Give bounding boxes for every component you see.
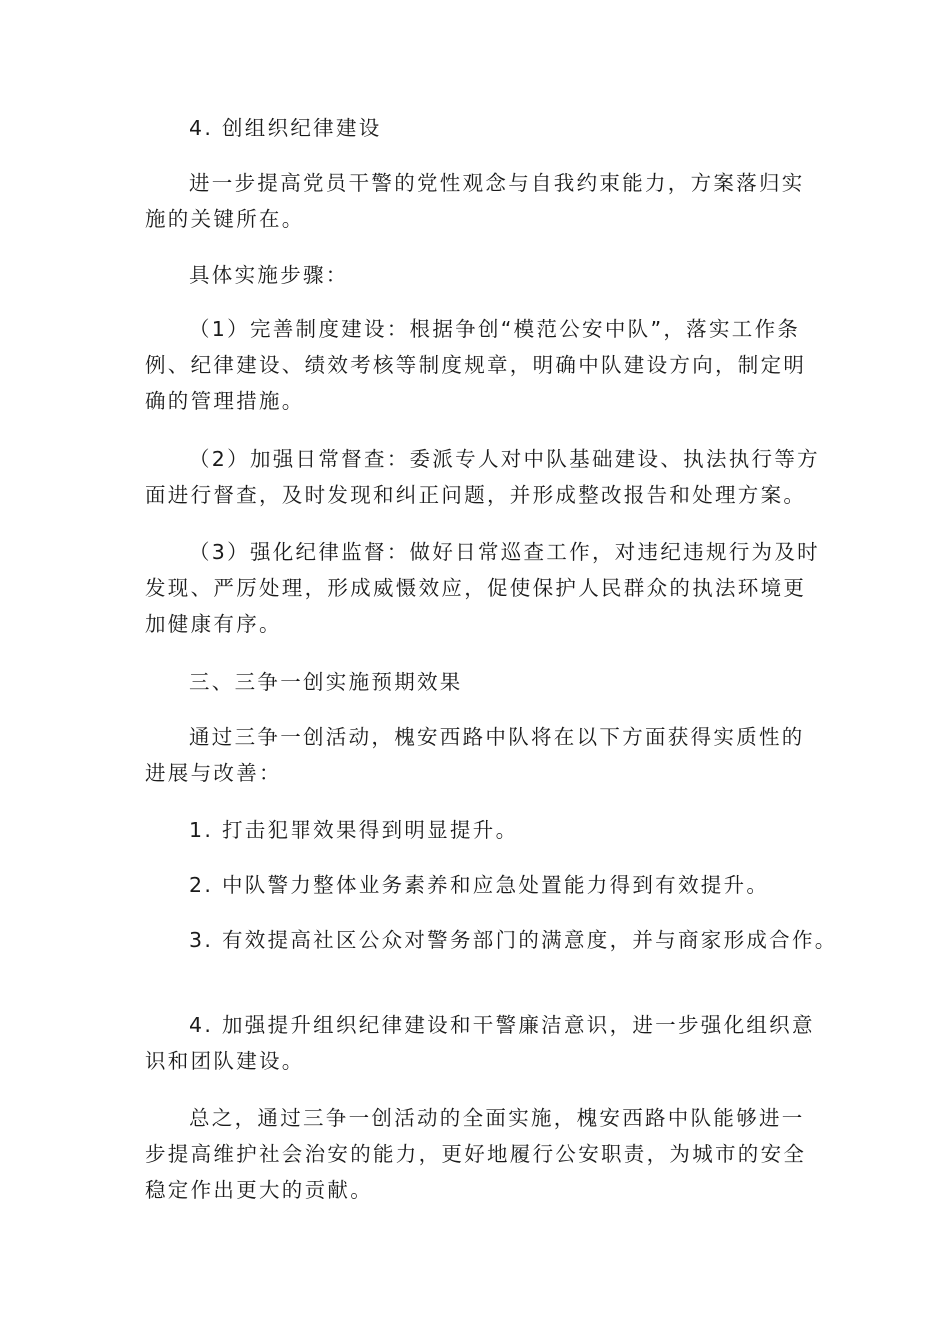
paragraph-org-heading [145, 113, 825, 144]
text-line: 步提高维护社会治安的能力，更好地履行公安职责，为城市的安全 [145, 1142, 807, 1166]
text-line: 进展与改善： [145, 761, 282, 785]
paragraph-effect-2 [145, 870, 825, 901]
text-line: 具体实施步骤： [189, 263, 349, 287]
paragraph-effect-4 [145, 1010, 825, 1077]
text-line: （3）强化纪律监督：做好日常巡查工作，对违纪违规行为及时 [189, 540, 820, 564]
text-line: 稳定作出更大的贡献。 [145, 1178, 373, 1202]
text-line: 通过三争一创活动，槐安西路中队将在以下方面获得实质性的 [189, 725, 805, 749]
paragraph-effect-3 [145, 925, 838, 956]
text-line: 3. 有效提高社区公众对警务部门的满意度，并与商家形成合作。 [189, 928, 838, 952]
text-line: 加健康有序。 [145, 612, 282, 636]
text-line: 三、三争一创实施预期效果 [189, 670, 463, 694]
text-line: 2. 中队警力整体业务素养和应急处置能力得到有效提升。 [189, 873, 770, 897]
paragraph-step-3 [145, 537, 825, 640]
text-line: 确的管理措施。 [145, 389, 305, 413]
text-line: 总之，通过三争一创活动的全面实施，槐安西路中队能够进一 [189, 1106, 805, 1130]
text-line: 施的关键所在。 [145, 207, 305, 231]
text-line: 发现、严厉处理，形成威慑效应，促使保护人民群众的执法环境更 [145, 576, 807, 600]
paragraph-steps-heading [145, 260, 825, 291]
paragraph-conclusion [145, 1103, 825, 1206]
paragraph-section-3-heading [145, 667, 825, 698]
paragraph-step-1 [145, 314, 825, 417]
text-line: 4. 创组织纪律建设 [189, 116, 382, 140]
text-line: 例、纪律建设、绩效考核等制度规章，明确中队建设方向，制定明 [145, 353, 807, 377]
text-line: 1. 打击犯罪效果得到明显提升。 [189, 818, 519, 842]
text-line: 4. 加强提升组织纪律建设和干警廉洁意识，进一步强化组织意 [189, 1013, 815, 1037]
text-line: （2）加强日常督查：委派专人对中队基础建设、执法执行等方 [189, 447, 820, 471]
text-line: 进一步提高党员干警的党性观念与自我约束能力，方案落归实 [189, 171, 805, 195]
paragraph-org-intro [145, 168, 825, 235]
paragraph-effects-intro [145, 722, 825, 789]
text-line: 识和团队建设。 [145, 1049, 305, 1073]
paragraph-effect-1 [145, 815, 825, 846]
text-line: （1）完善制度建设：根据争创“模范公安中队”，落实工作条 [189, 317, 801, 341]
paragraph-step-2 [145, 444, 825, 511]
text-line: 面进行督查，及时发现和纠正问题，并形成整改报告和处理方案。 [145, 483, 807, 507]
